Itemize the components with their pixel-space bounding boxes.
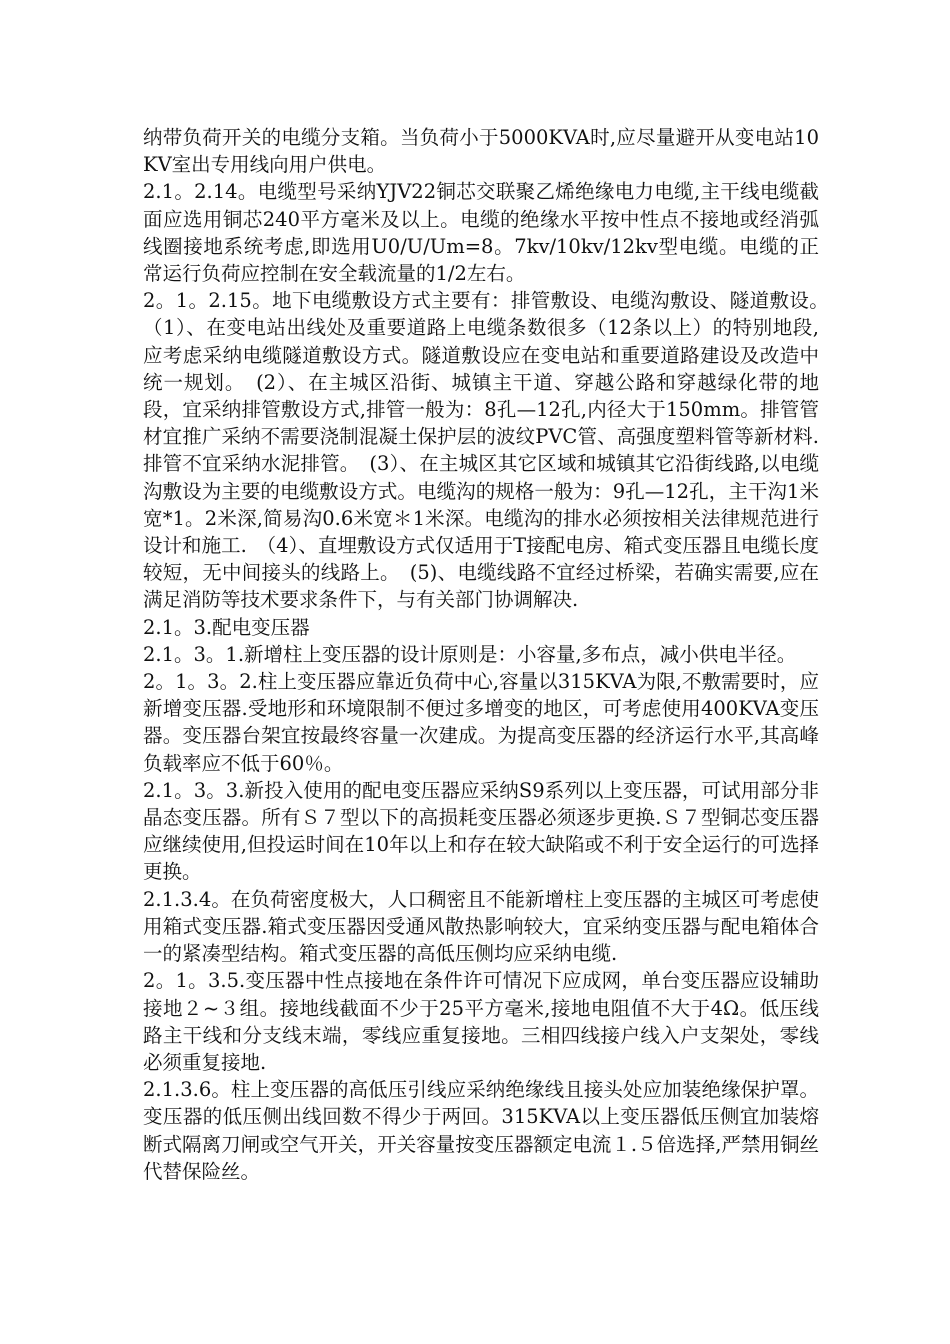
paragraph-cable-branch-box: 纳带负荷开关的电缆分支箱。当负荷小于5000KVA时,应尽量避开从变电站10KV室出专用线向用户供电。 — [143, 126, 819, 177]
paragraph-2-1-3-6: 2.1.3.6。柱上变压器的高低压引线应采纳绝缘线且接头处应加装绝缘保护罩。变压器的低压侧出线回数不得少于两回。315KVA以上变压器低压侧宜加装熔断式隔离刀闸或空气开关，开关容量按变压器额定电流１.５倍选择,严禁用铜丝代替保险丝。 — [143, 1078, 819, 1183]
paragraph-2-1-3-3: 2.1。3。3.新投入使用的配电变压器应采纳S9系列以上变压器，可试用部分非晶态变压器。所有Ｓ７型以下的高损耗变压器必须逐步更换.Ｓ７型铜芯变压器应继续使用,但投运时间在10年以上和存在较大缺陷或不利于安全运行的可选择更换。 — [143, 778, 819, 884]
paragraph-2-1-2-14: 2.1。2.14。电缆型号采纳YJV22铜芯交联聚乙烯绝缘电力电缆,主干线电缆截面应选用铜芯240平方毫米及以上。电缆的绝缘水平按中性点不接地或经消弧线圈接地系统考虑,即选用U0/U/Um=8。7kv/10kv/12kv型电缆。电缆的正常运行负荷应控制在安全载流量的1/2左右。 — [143, 180, 819, 286]
paragraph-2-1-3-2: 2。1。3。2.柱上变压器应靠近负荷中心,容量以315KVA为限,不敷需要时，应新增变压器.受地形和环境限制不便过多增变的地区，可考虑使用400KVA变压器。变压器台架宜按最终容量一次建成。为提高变压器的经济运行水平,其高峰负载率应不低于60％。 — [143, 670, 819, 775]
paragraph-2-1-3-4: 2.1.3.4。在负荷密度极大，人口稠密且不能新增柱上变压器的主城区可考虑使用箱式变压器.箱式变压器因受通风散热影响较大，宜采纳变压器与配电箱体合一的紧凑型结构。箱式变压器的高低压侧均应采纳电缆. — [143, 887, 819, 966]
paragraph-2-1-3-5: 2。1。3.5.变压器中性点接地在条件许可情况下应成网，单台变压器应设辅助接地２~３组。接地线截面不少于25平方毫米,接地电阻值不大于4Ω。低压线路主干线和分支线末端，零线应重复接地。三相四线接户线入户支架处，零线必须重复接地. — [143, 969, 819, 1074]
paragraph-2-1-2-15: 2。1。2.15。地下电缆敷设方式主要有：排管敷设、电缆沟敷设、隧道敷设。 （1）、在变电站出线处及重要道路上电缆条数很多（12条以上）的特别地段,应考虑采纳电缆隧道敷设方式。隧道敷设应在变电站和重要道路建设及改造中统一规划。 (2）、在主城区沿街、城镇主干道、穿越公路和穿越绿化带的地段，宜采纳排管敷设方式,排管一般为：8孔—12孔,内径大于150mm。排管管材宜推广采纳不需要浇制混凝土保护层的波纹PVC管、高强度塑料管等新材料.排管不宜采纳水泥排管。 (3）、在主城区其它区域和城镇其它沿街线路,以电缆沟敷设为主要的电缆敷设方式。电缆沟的规格一般为：9孔—12孔，主干沟1米宽*1。2米深,简易沟0.6米宽＊1米深。电缆沟的排水必须按相关法律规范进行设计和施工. （4）、直埋敷设方式仅适用于T接配电房、箱式变压器且电缆长度较短，无中间接头的线路上。 (5)、电缆线路不宜经过桥梁，若确实需要,应在满足消防等技术要求条件下，与有关部门协调解决. — [143, 289, 839, 612]
document-body — [143, 124, 839, 1185]
paragraph-2-1-3-1: 2.1。3。1.新增柱上变压器的设计原则是：小容量,多布点，减小供电半径。 — [143, 642, 797, 666]
section-heading-2-1-3: 2.1。3.配电变压器 — [143, 615, 310, 639]
